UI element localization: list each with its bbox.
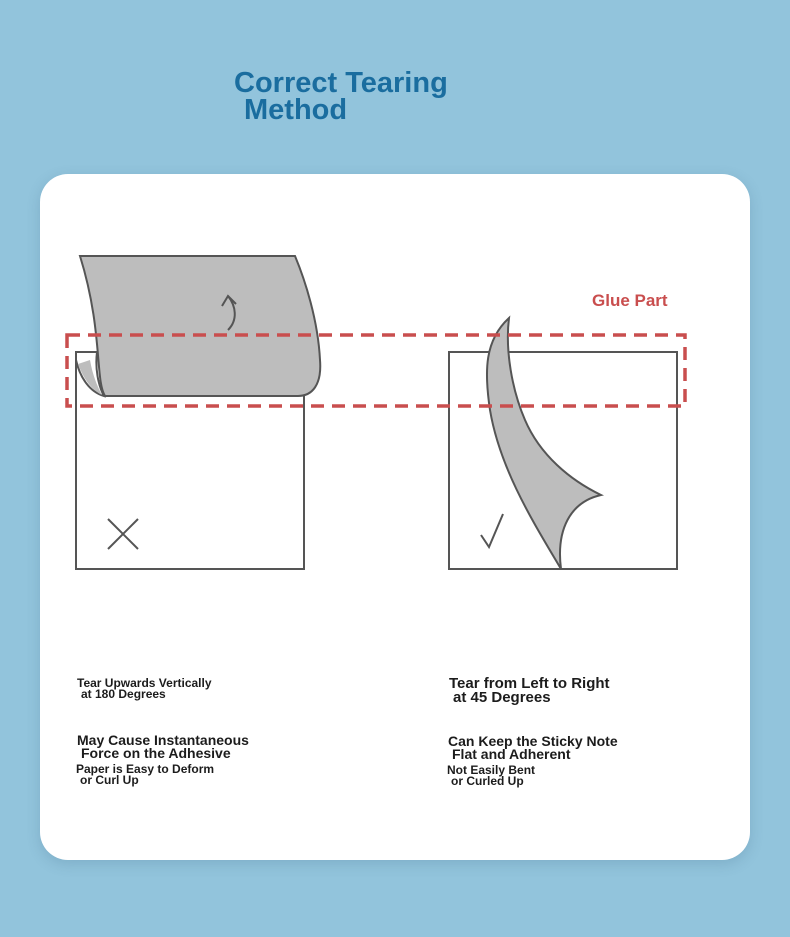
- left-note-1-line-1: May Cause Instantaneous: [77, 732, 249, 748]
- title-line-1: Correct Tearing: [234, 67, 448, 99]
- left-note-1-line-2: Force on the Adhesive: [81, 745, 231, 761]
- right-note-1-line-1: Can Keep the Sticky Note: [448, 733, 618, 749]
- right-note-2-line-2: or Curled Up: [451, 774, 524, 788]
- left-note-1: [77, 734, 249, 760]
- left-note-2-line-1: Paper is Easy to Deform: [76, 762, 215, 776]
- right-note-1-line-2: Flat and Adherent: [452, 746, 571, 762]
- left-peeled-sheet: [80, 256, 320, 396]
- glue-part-label: Glue Part: [592, 291, 668, 310]
- left-heading: [77, 678, 212, 700]
- left-heading-line-1: Tear Upwards Vertically: [77, 676, 212, 690]
- left-note-2-line-2: or Curl Up: [80, 773, 139, 787]
- right-note-2-line-1: Not Easily Bent: [447, 763, 536, 777]
- right-note-base: [449, 352, 677, 569]
- title-line-2: Method: [244, 94, 348, 126]
- right-heading-line-1: Tear from Left to Right: [449, 675, 610, 692]
- left-heading-line-2: at 180 Degrees: [81, 687, 166, 701]
- right-heading-line-2: at 45 Degrees: [453, 689, 551, 706]
- left-note-2: [76, 764, 214, 786]
- right-note-1: [448, 735, 618, 761]
- right-note-2: [447, 765, 535, 787]
- right-heading: [449, 677, 610, 705]
